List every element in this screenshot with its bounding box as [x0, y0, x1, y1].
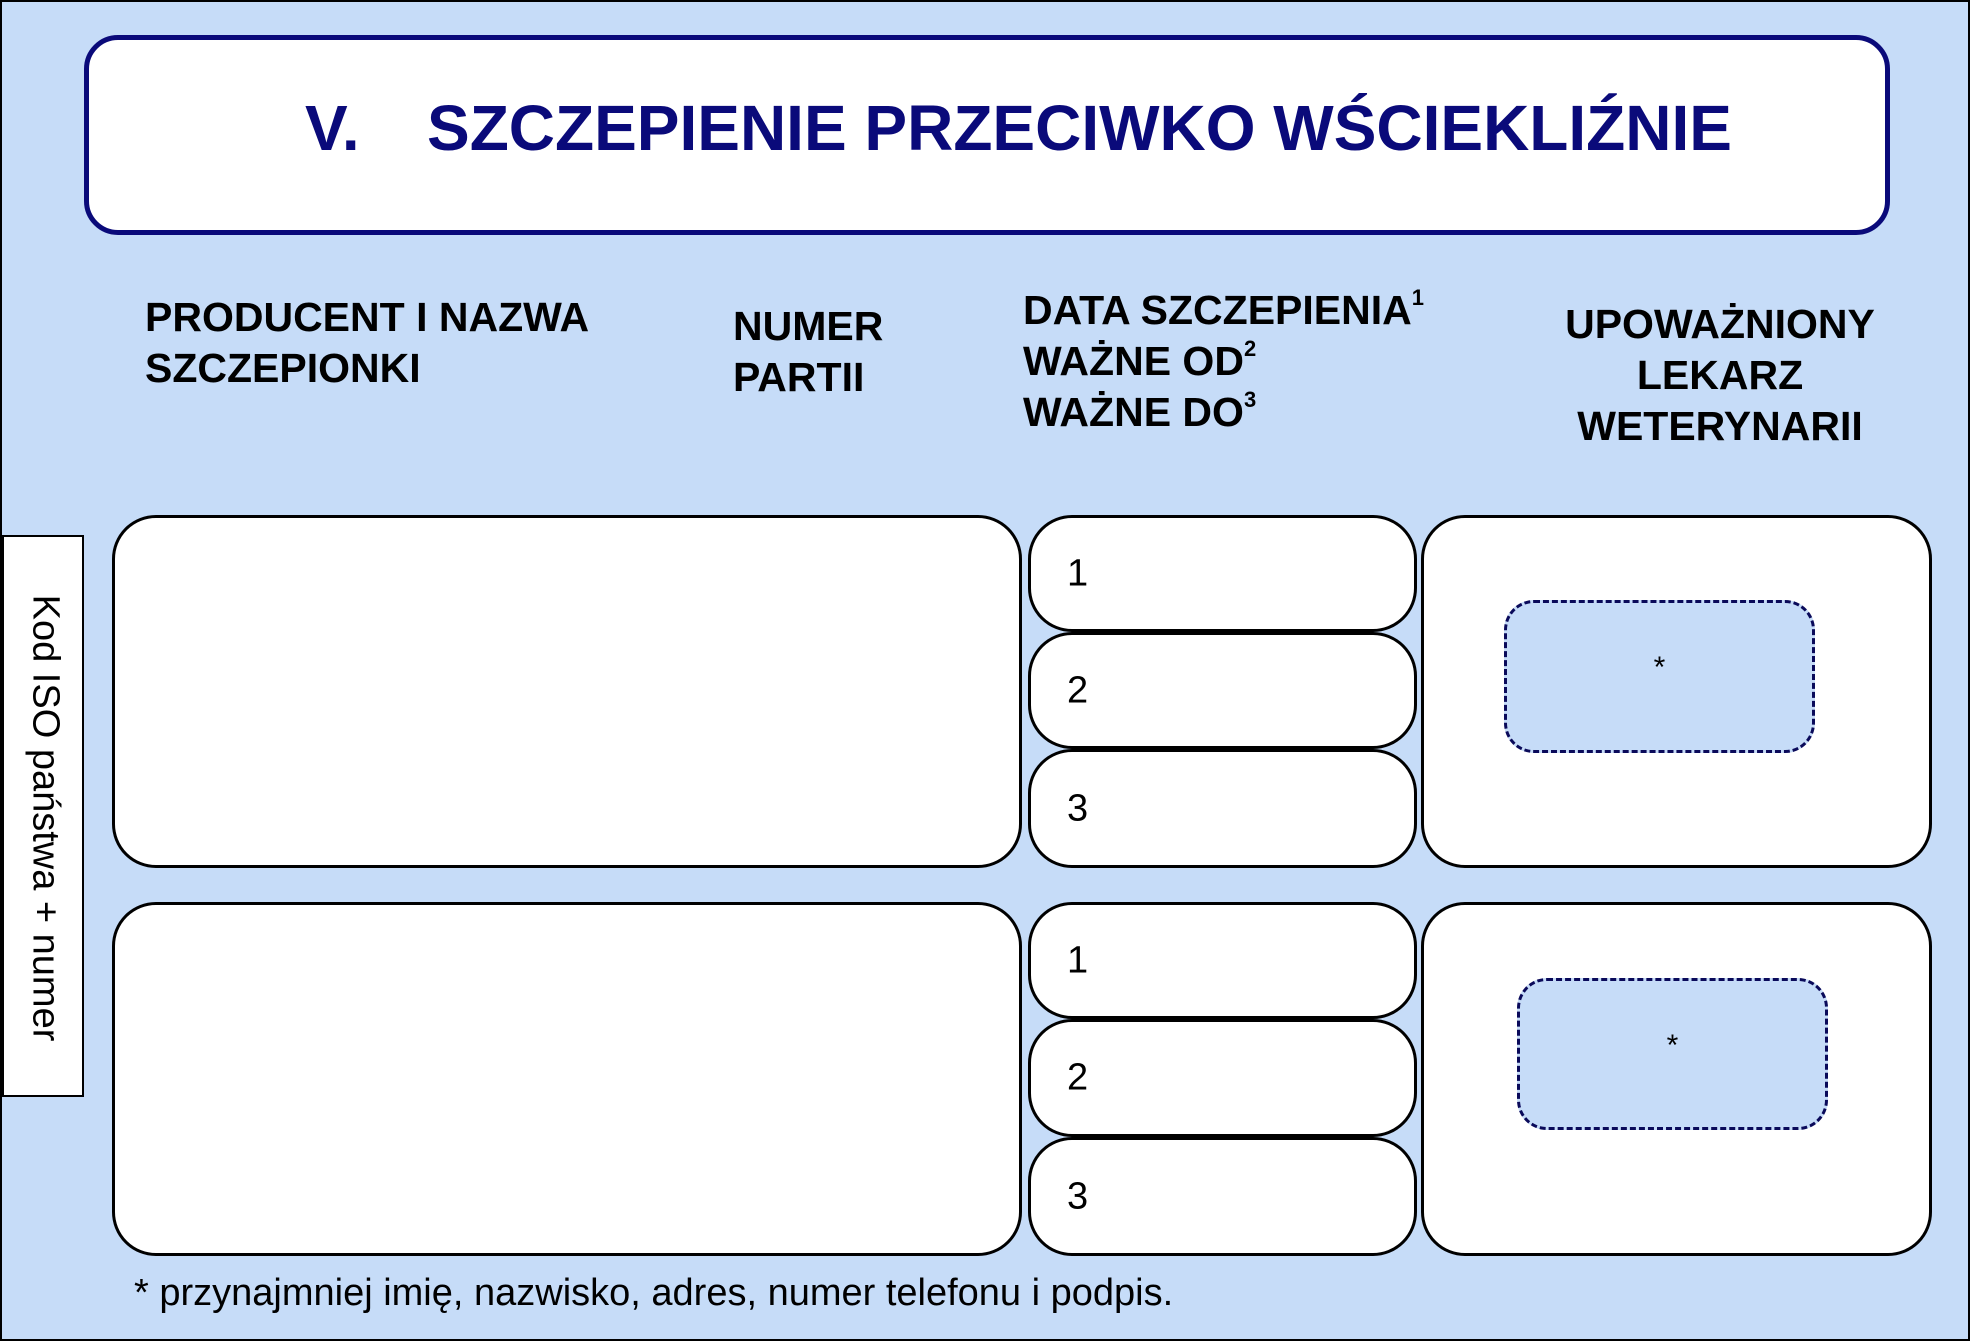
date-field-number: 1: [1067, 939, 1089, 981]
valid-from-field[interactable]: [1028, 632, 1417, 749]
footnote: * przynajmniej imię, nazwisko, adres, numer telefonu i podpis.: [134, 1272, 1174, 1314]
stamp-asterisk: *: [1666, 1029, 1679, 1062]
header-batch-number: [733, 301, 883, 403]
stamp-asterisk: *: [1653, 651, 1666, 684]
header-date-line: [1023, 285, 1424, 336]
header-date-line: [1023, 387, 1424, 438]
vaccination-date-field[interactable]: [1028, 902, 1417, 1019]
header-date-text: DATA SZCZEPIENIA: [1023, 287, 1412, 333]
header-vet-line: LEKARZ: [1636, 352, 1804, 398]
date-field-number: 2: [1067, 669, 1089, 711]
header-vet-line: UPOWAŻNIONY: [1565, 301, 1875, 347]
header-date: [1023, 285, 1424, 438]
date-field-number: 2: [1067, 1056, 1089, 1099]
date-field-number: 1: [1067, 552, 1089, 594]
header-producer-line: SZCZEPIONKI: [145, 345, 421, 391]
vaccination-date-field[interactable]: [1028, 515, 1417, 632]
header-authorized-vet: [1540, 299, 1900, 452]
footnote-marker: 3: [1243, 387, 1257, 413]
header-date-text: WAŻNE DO: [1023, 389, 1244, 435]
date-field-number: 3: [1067, 1175, 1089, 1217]
header-producer: [145, 292, 589, 394]
vet-stamp-area[interactable]: [1517, 978, 1828, 1130]
vet-stamp-area[interactable]: [1504, 600, 1815, 753]
title-box: [84, 35, 1890, 235]
footnote-marker: 2: [1243, 336, 1257, 362]
iso-code-label: Kod ISO państwa + numer: [24, 594, 67, 1042]
iso-code-box: [2, 535, 84, 1097]
valid-until-field[interactable]: [1028, 749, 1417, 868]
footnote-marker: 1: [1411, 285, 1424, 311]
vet-field[interactable]: [1421, 515, 1932, 868]
header-date-text: WAŻNE OD: [1023, 338, 1244, 384]
section-title: SZCZEPIENIE PRZECIWKO WŚCIEKLIŹNIE: [427, 92, 1732, 164]
date-field-number: 3: [1067, 787, 1089, 829]
header-batch-line: PARTII: [733, 354, 865, 400]
producer-batch-field[interactable]: [112, 902, 1022, 1256]
header-producer-line: PRODUCENT I NAZWA: [145, 294, 590, 340]
valid-from-field[interactable]: [1028, 1019, 1417, 1137]
section-number: V.: [305, 92, 360, 164]
producer-batch-field[interactable]: [112, 515, 1022, 868]
header-vet-line: WETERYNARII: [1577, 403, 1863, 449]
vet-field[interactable]: [1421, 902, 1932, 1256]
header-batch-line: NUMER: [733, 303, 884, 349]
valid-until-field[interactable]: [1028, 1137, 1417, 1256]
header-date-line: [1023, 336, 1424, 387]
